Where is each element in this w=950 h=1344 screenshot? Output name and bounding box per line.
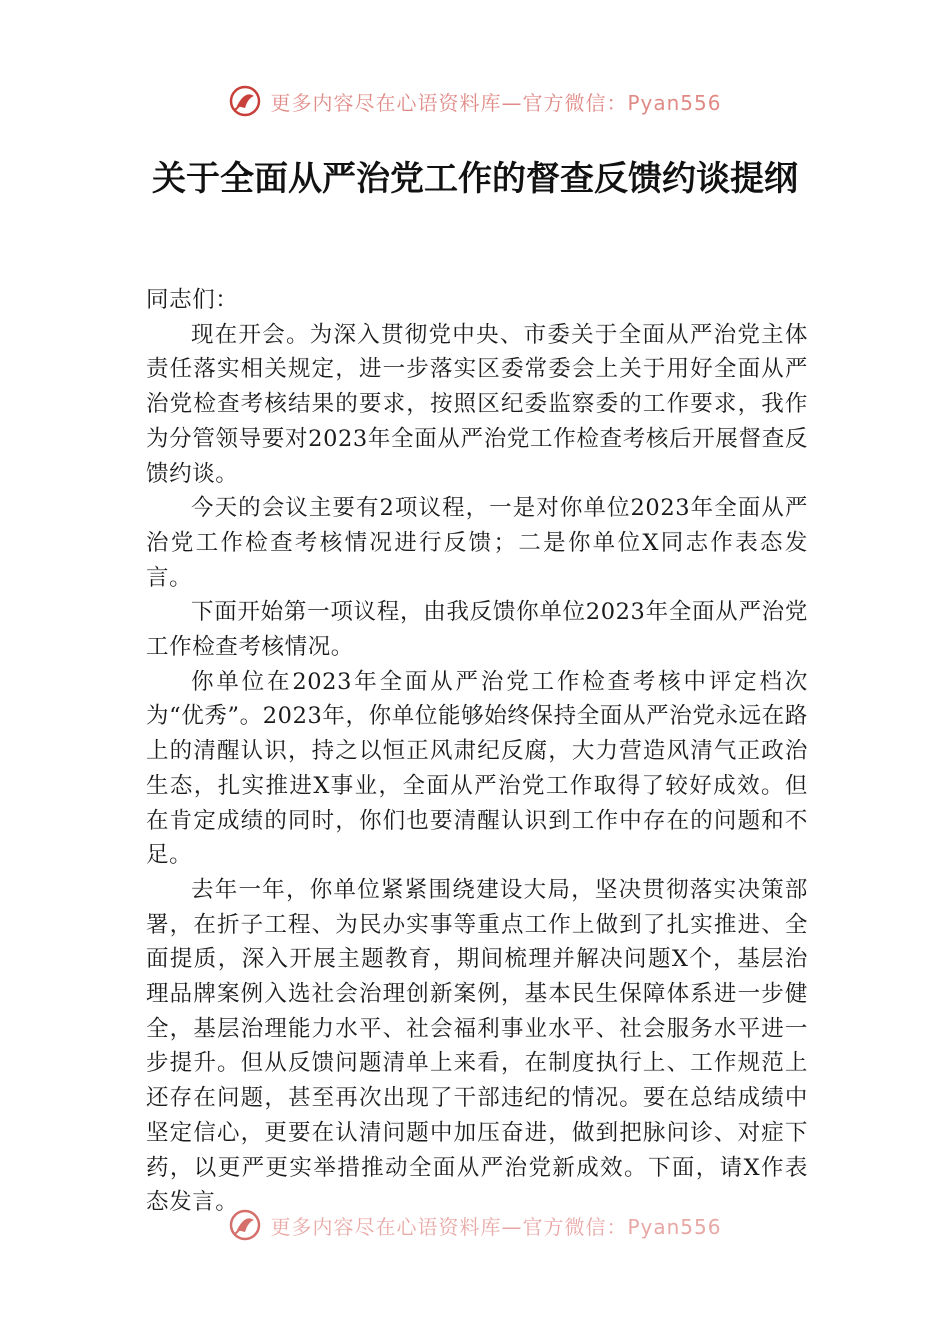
paragraph-agenda: 今天的会议主要有2项议程，一是对你单位2023年全面从严治党工作检查考核情况进行反馈；二是你单位X同志作表态发言。 (146, 495, 808, 591)
watermark-header (0, 84, 950, 118)
watermark-text: 更多内容尽在心语资料库—官方微信：Pyan556 (270, 90, 722, 115)
watermark-footer (0, 1208, 950, 1242)
document-body (146, 283, 808, 1220)
salutation: 同志们： (146, 287, 239, 313)
watermark-logo-icon (228, 1208, 262, 1242)
paragraph-review: 去年一年，你单位紧紧围绕建设大局，坚决贯彻落实决策部署，在折子工程、为民办实事等重点工作上做到了扎实推进、全面提质，深入开展主题教育，期间梳理并解决问题X个，基层治理品牌案例入选社会治理创新案例，基本民生保障体系进一步健全，基层治理能力水平、社会福利事业水平、社会服务水平进一步提升。但从反馈问题清单上来看，在制度执行上、工作规范上还存在问题，甚至再次出现了干部违纪的情况。要在总结成绩中坚定信心，更要在认清问题中加压奋进，做到把脉问诊、对症下药，以更严更实举措推动全面从严治党新成效。下面，请X作表态发言。 (146, 876, 808, 1216)
watermark-text: 更多内容尽在心语资料库—官方微信：Pyan556 (270, 1214, 722, 1239)
watermark-logo-icon (228, 84, 262, 118)
paragraph-opening: 现在开会。为深入贯彻党中央、市委关于全面从严治党主体责任落实相关规定，进一步落实区委常委会上关于用好全面从严治党检查考核结果的要求，按照区纪委监察委的工作要求，我作为分管领导要对2023年全面从严治党工作检查考核后开展督查反馈约谈。 (146, 321, 808, 487)
document-title: 关于全面从严治党工作的督查反馈约谈提纲 (152, 159, 798, 199)
paragraph-first-item: 下面开始第一项议程，由我反馈你单位2023年全面从严治党工作检查考核情况。 (146, 599, 808, 661)
paragraph-assessment: 你单位在2023年全面从严治党工作检查考核中评定档次为“优秀”。2023年，你单位能够始终保持全面从严治党永远在路上的清醒认识，持之以恒正风肃纪反腐，大力营造风清气正政治生态，扎实推进X事业，全面从严治党工作取得了较好成效。但在肯定成绩的同时，你们也要清醒认识到工作中存在的问题和不足。 (146, 668, 808, 869)
